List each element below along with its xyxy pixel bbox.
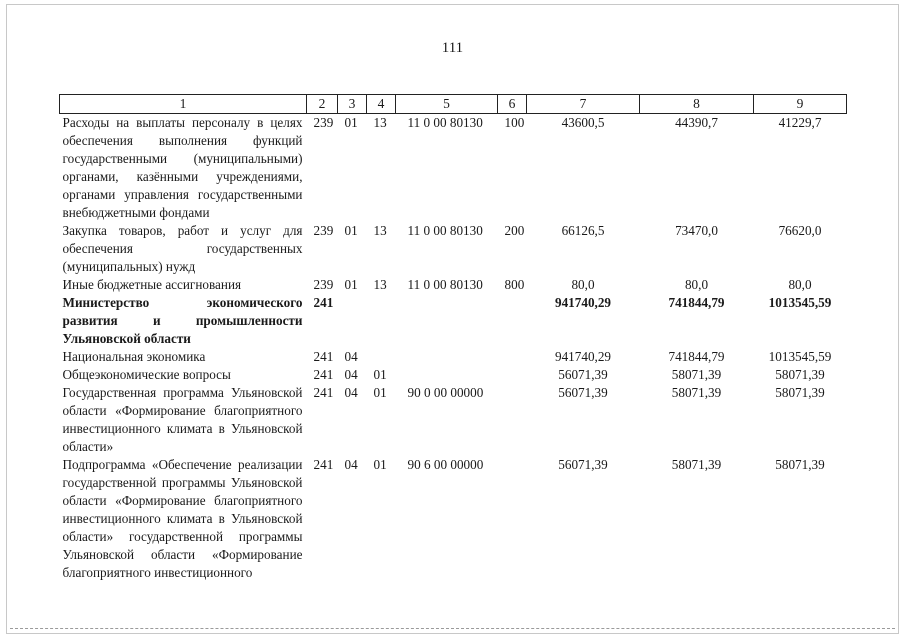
expense-name-cell: Национальная экономика xyxy=(62,349,206,364)
table-row xyxy=(60,384,847,456)
amount-col8-cell: 80,0 xyxy=(684,277,709,292)
column-header-2: 2 xyxy=(307,95,338,114)
ministry-code-cell: 241 xyxy=(313,349,334,364)
table-row xyxy=(60,348,847,366)
amount-col7-cell: 941740,29 xyxy=(554,295,612,310)
amount-col8-cell: 741844,79 xyxy=(668,295,725,310)
expense-name-cell: Министерство экономического развития и промышленности Ульяновской области xyxy=(62,295,303,346)
subsection-code-cell: 01 xyxy=(373,385,387,400)
amount-col8-cell: 58071,39 xyxy=(671,457,722,472)
table-row xyxy=(60,366,847,384)
expense-type-cell xyxy=(498,366,527,384)
column-header-7: 7 xyxy=(527,95,640,114)
target-article-cell: 11 0 00 80130 xyxy=(407,115,483,130)
amount-col8-cell: 58071,39 xyxy=(671,385,722,400)
section-code-cell xyxy=(338,294,367,348)
target-article-cell xyxy=(396,348,498,366)
ministry-code-cell: 241 xyxy=(313,385,334,400)
section-code-cell: 04 xyxy=(344,385,358,400)
section-code-cell: 04 xyxy=(344,457,358,472)
expense-type-cell xyxy=(498,348,527,366)
expense-type-cell xyxy=(498,384,527,456)
expense-type-cell xyxy=(498,294,527,348)
amount-col9-cell: 1013545,59 xyxy=(768,295,832,310)
amount-col9-cell: 1013545,59 xyxy=(768,349,832,364)
amount-col7-cell: 56071,39 xyxy=(558,367,608,382)
target-article-cell xyxy=(396,294,498,348)
expense-name-cell: Общеэкономические вопросы xyxy=(62,367,231,382)
column-header-1: 1 xyxy=(60,95,307,114)
amount-col7-cell: 56071,39 xyxy=(558,457,608,472)
amount-col8-cell: 741844,79 xyxy=(668,349,725,364)
page-number: 111 xyxy=(441,40,464,56)
column-header-6: 6 xyxy=(498,95,527,114)
table-row xyxy=(60,222,847,276)
expense-name-cell: Расходы на выплаты персоналу в целях обеспечения выполнения функций государственными (муниципальными) органами, казёнными учреждениями, органами управления государственными внебюджетными фондами xyxy=(62,115,303,220)
subsection-code-cell: 13 xyxy=(373,115,387,130)
section-code-cell: 04 xyxy=(344,367,358,382)
amount-col8-cell: 58071,39 xyxy=(671,367,722,382)
expense-type-cell xyxy=(498,456,527,582)
amount-col7-cell: 43600,5 xyxy=(561,115,605,130)
column-header-9: 9 xyxy=(754,95,847,114)
subsection-code-cell xyxy=(367,348,396,366)
table-body xyxy=(60,114,847,583)
subsection-code-cell xyxy=(367,294,396,348)
expense-name-cell: Закупка товаров, работ и услуг для обеспечения государственных (муниципальных) нужд xyxy=(62,223,303,274)
target-article-cell: 11 0 00 80130 xyxy=(407,223,483,238)
amount-col7-cell: 80,0 xyxy=(571,277,595,292)
section-code-cell: 04 xyxy=(344,349,358,364)
expense-type-cell: 800 xyxy=(504,277,525,292)
column-header-3: 3 xyxy=(338,95,367,114)
target-article-cell xyxy=(396,366,498,384)
ministry-code-cell: 241 xyxy=(313,367,334,382)
expense-name-cell: Иные бюджетные ассигнования xyxy=(62,277,242,292)
ministry-code-cell: 239 xyxy=(313,115,334,130)
target-article-cell: 90 0 00 00000 xyxy=(407,385,484,400)
amount-col9-cell: 58071,39 xyxy=(775,457,825,472)
column-header-8: 8 xyxy=(640,95,754,114)
subsection-code-cell: 01 xyxy=(373,457,387,472)
expense-type-cell: 200 xyxy=(504,223,525,238)
amount-col7-cell: 56071,39 xyxy=(558,385,608,400)
table-row xyxy=(60,294,847,348)
column-header-4: 4 xyxy=(367,95,396,114)
expense-name-cell: Подпрограмма «Обеспечение реализации государственной программы Ульяновской области «Формирование благоприятного инвестиционного климата в Ульяновской области» государственной программы Ульяновской области «Формирование благоприятного инвестиционного xyxy=(62,457,303,580)
amount-col9-cell: 80,0 xyxy=(788,277,812,292)
target-article-cell: 90 6 00 00000 xyxy=(407,457,484,472)
expense-type-cell: 100 xyxy=(504,115,525,130)
column-header-5: 5 xyxy=(396,95,498,114)
subsection-code-cell: 01 xyxy=(373,367,387,382)
amount-col7-cell: 66126,5 xyxy=(561,223,605,238)
subsection-code-cell: 13 xyxy=(373,277,387,292)
amount-col9-cell: 58071,39 xyxy=(775,367,825,382)
table-row xyxy=(60,456,847,582)
bottom-edge-rule xyxy=(10,628,895,629)
section-code-cell: 01 xyxy=(344,115,358,130)
amount-col7-cell: 941740,29 xyxy=(554,349,612,364)
expense-name-cell: Государственная программа Ульяновской области «Формирование благоприятного инвестиционного климата в Ульяновской области» xyxy=(62,385,303,454)
amount-col9-cell: 58071,39 xyxy=(775,385,825,400)
table-row xyxy=(60,114,847,223)
target-article-cell: 11 0 00 80130 xyxy=(407,277,483,292)
section-code-cell: 01 xyxy=(344,277,358,292)
section-code-cell: 01 xyxy=(344,223,358,238)
ministry-code-cell: 241 xyxy=(313,295,334,310)
amount-col9-cell: 41229,7 xyxy=(778,115,822,130)
amount-col8-cell: 73470,0 xyxy=(675,223,718,238)
amount-col9-cell: 76620,0 xyxy=(778,223,822,238)
subsection-code-cell: 13 xyxy=(373,223,387,238)
table-header-row xyxy=(60,95,847,114)
budget-table xyxy=(59,94,847,582)
ministry-code-cell: 239 xyxy=(313,277,334,292)
ministry-code-cell: 241 xyxy=(313,457,334,472)
ministry-code-cell: 239 xyxy=(313,223,334,238)
table-row xyxy=(60,276,847,294)
amount-col8-cell: 44390,7 xyxy=(675,115,718,130)
